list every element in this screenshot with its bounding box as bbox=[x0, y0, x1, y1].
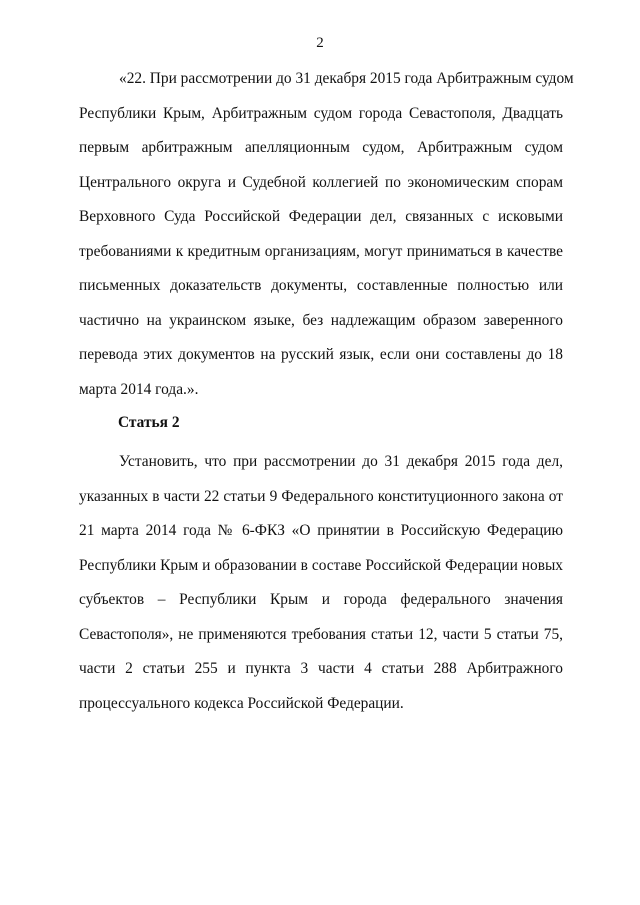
text-line: 21 марта 2014 года № 6-ФКЗ «О принятии в Российскую Федерацию bbox=[79, 522, 563, 539]
text-line: требованиями к кредитным организациям, могут приниматься в качестве bbox=[79, 242, 563, 260]
text-line: Севастополя», не применяются требования статьи 12, части 5 статьи 75, bbox=[79, 625, 563, 643]
text-line: частично на украинском языке, без надлежащим образом заверенного bbox=[79, 311, 563, 329]
text-line: Республики Крым, Арбитражным судом города Севастополя, Двадцать bbox=[79, 104, 563, 122]
text-line: Установить, что при рассмотрении до 31 декабря 2015 года дел, bbox=[119, 453, 563, 470]
page-number: 2 bbox=[316, 35, 324, 51]
text-line: перевода этих документов на русский язык, если они составлены до 18 bbox=[79, 346, 563, 363]
text-line: Верховного Суда Российской Федерации дел, связанных с исковыми bbox=[79, 208, 563, 225]
article-2-paragraph bbox=[79, 445, 563, 721]
text-line: письменных доказательств документы, составленные полностью или bbox=[79, 277, 563, 294]
text-line: марта 2014 года.». bbox=[79, 380, 199, 398]
text-line: части 2 статьи 255 и пункта 3 части 4 статьи 288 Арбитражного bbox=[79, 660, 563, 677]
text-line: Республики Крым и образовании в составе Российской Федерации новых bbox=[79, 556, 563, 574]
text-line: процессуального кодекса Российской Федерации. bbox=[79, 694, 404, 712]
text-line: первым арбитражным апелляционным судом, Арбитражным судом bbox=[79, 139, 563, 156]
text-line: субъектов – Республики Крым и города федерального значения bbox=[79, 591, 563, 608]
paragraph-22 bbox=[79, 62, 574, 407]
article-2-heading: Статья 2 bbox=[118, 414, 180, 431]
text-line: «22. При рассмотрении до 31 декабря 2015 года Арбитражным судом bbox=[119, 70, 574, 87]
text-line: указанных в части 22 статьи 9 Федерального конституционного закона от bbox=[79, 487, 563, 505]
text-line: Центрального округа и Судебной коллегией по экономическим спорам bbox=[79, 173, 563, 191]
